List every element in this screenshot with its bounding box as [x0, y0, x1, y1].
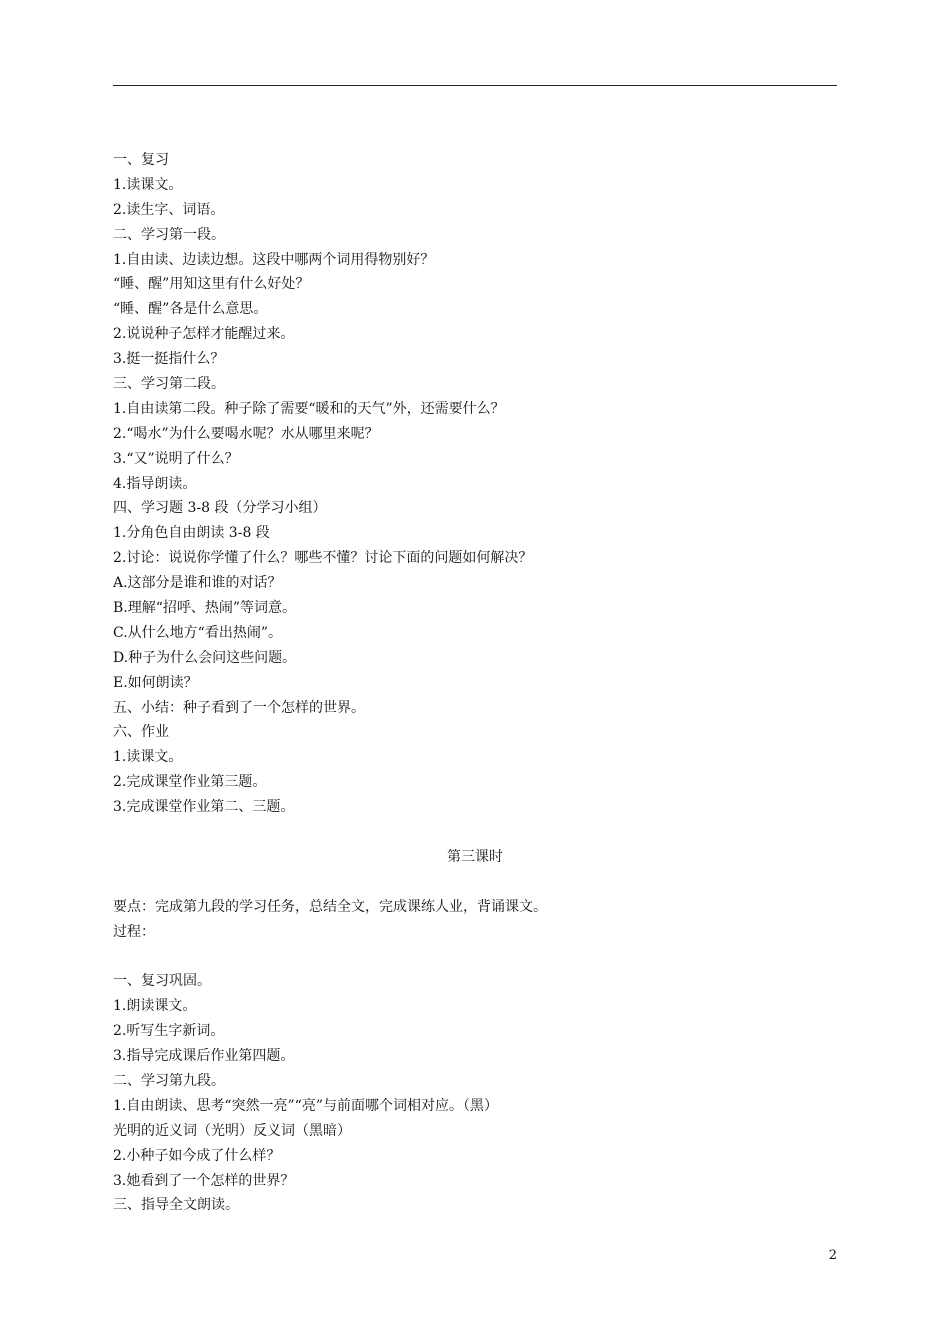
text-line: 1.读课文。: [113, 749, 183, 766]
text-line: 1.自由读、边读边想。这段中哪两个词用得物别好？: [113, 251, 435, 268]
text-line: 1.分角色自由朗读 3-8 段: [113, 525, 270, 542]
document-body: [113, 148, 837, 1218]
text-line: 2.小种子如今成了什么样？: [113, 1147, 281, 1164]
blank-line: [113, 945, 837, 970]
process-label: 过程：: [113, 923, 155, 940]
blank-line: [113, 870, 837, 895]
text-line: 4.指导朗读。: [113, 475, 197, 492]
text-line: 2.讨论：说说你学懂了什么？哪些不懂？讨论下面的问题如何解决？: [113, 550, 533, 567]
text-line: E.如何朗读？: [113, 674, 198, 691]
text-line: 3.完成课堂作业第二、三题。: [113, 799, 295, 816]
text-line: B.理解“招呼、热闹”等词意。: [113, 600, 297, 617]
text-line: 三、指导全文朗读。: [113, 1197, 239, 1214]
text-line: 3.“又”说明了什么？: [113, 450, 239, 467]
text-line: 二、学习第一段。: [113, 226, 225, 243]
text-line: “睡、醒”各是什么意思。: [113, 301, 268, 318]
text-line: C.从什么地方“看出热闹”。: [113, 624, 282, 641]
text-line: 3.挺一挺指什么？: [113, 351, 225, 368]
text-line: 一、复习巩固。: [113, 973, 211, 990]
text-line: 一、复习: [113, 152, 169, 168]
text-line: 1.读课文。: [113, 176, 183, 193]
text-line: 四、学习题 3-8 段（分学习小组）: [113, 500, 327, 517]
text-line: 2.听写生字新词。: [113, 1023, 225, 1040]
text-line: 2.完成课堂作业第三题。: [113, 774, 267, 791]
page-number: 2: [828, 1248, 837, 1263]
lesson-section-review: [113, 148, 837, 820]
key-points: 要点：完成第九段的学习任务，总结全文，完成课练人业，背诵课文。: [113, 898, 547, 915]
text-line: 3.她看到了一个怎样的世界？: [113, 1172, 295, 1189]
lesson-section-third-period: [113, 969, 837, 1218]
text-line: 五、小结：种子看到了一个怎样的世界。: [113, 699, 365, 716]
header-rule: [113, 85, 837, 86]
text-line: 1.朗读课文。: [113, 998, 197, 1015]
text-line: 三、学习第二段。: [113, 376, 225, 393]
text-line: 光明的近义词（光明）反义词（黑暗）: [113, 1122, 351, 1139]
text-line: 2.读生字、词语。: [113, 201, 225, 218]
text-line: 3.指导完成课后作业第四题。: [113, 1048, 295, 1065]
blank-line: [113, 820, 837, 845]
text-line: A.这部分是谁和谁的对话？: [113, 575, 282, 592]
text-line: 2.说说种子怎样才能醒过来。: [113, 326, 295, 343]
text-line: 二、学习第九段。: [113, 1072, 225, 1089]
text-line: 2.“喝水”为什么要喝水呢？水从哪里来呢？: [113, 425, 379, 442]
section-title: 第三课时: [447, 848, 503, 865]
text-line: “睡、醒”用知这里有什么好处？: [113, 276, 310, 293]
text-line: D.种子为什么会问这些问题。: [113, 649, 297, 666]
text-line: 1.自由读第二段。种子除了需要“暖和的天气”外，还需要什么？: [113, 400, 505, 417]
text-line: 1.自由朗读、思考“突然一亮”“亮”与前面哪个词相对应。（黑）: [113, 1097, 498, 1114]
text-line: 六、作业: [113, 724, 169, 741]
